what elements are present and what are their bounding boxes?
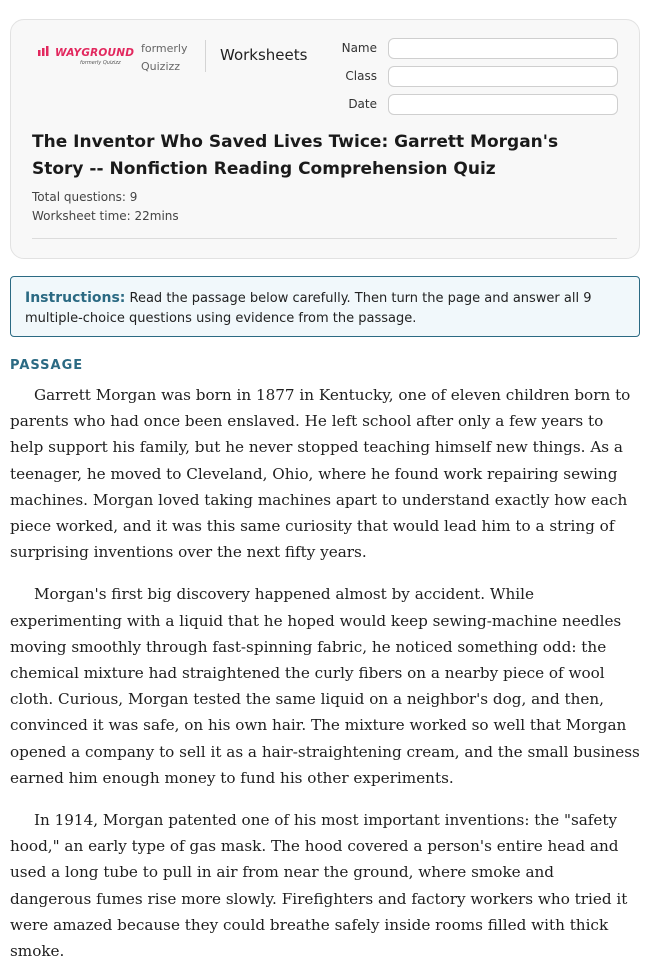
formerly-quizizz-label: formerly Quizizz (141, 42, 188, 73)
logo-subtext: formerly Quizizz (80, 60, 121, 66)
instructions-text: Read the passage below carefully. Then turn the page and answer all 9 multiple-choice questions using evidence from the passage. (25, 291, 592, 326)
class-field[interactable] (388, 66, 618, 87)
logo-bars-icon (38, 46, 52, 59)
instructions-label: Instructions: (25, 290, 126, 306)
header-bottom-divider (32, 238, 617, 239)
date-label: Date (348, 97, 377, 111)
passage-heading: PASSAGE (10, 358, 84, 373)
section-label: Worksheets (220, 46, 308, 64)
name-field[interactable] (388, 38, 618, 59)
passage-paragraph: Morgan's first big discovery happened almost by accident. While experimenting with a liquid that he hoped would keep sewing-machine needles moving smoothly through fast-spinning fabric, he noticed something odd: the chemical mixture had straightened the curly fibers on a nearby piece of wool cloth. Curious, Morgan tested the same liquid on a neighbor's dog, and then, convinced it was safe, on his own hair. The mixture worked so well that Morgan opened a company to sell it as a hair-straightening cream, and the small business earned him enough money to fund his other experiments. (10, 585, 640, 787)
total-questions: Total questions: 9 (32, 190, 138, 204)
date-field[interactable] (388, 94, 618, 115)
passage-paragraph: Garrett Morgan was born in 1877 in Kentucky, one of eleven children born to parents who had once been enslaved. He left school after only a few years to help support his family, but he never stopped teaching himself new things. As a teenager, he moved to Cleveland, Ohio, where he found work repairing sewing machines. Morgan loved taking machines apart to understand exactly how each piece worked, and it was this same curiosity that would lead him to a string of surprising inventions over the next fifty years. (10, 386, 631, 562)
brand-logo (38, 46, 135, 72)
worksheet-title: The Inventor Who Saved Lives Twice: Garrett Morgan's Story -- Nonfiction Reading Comprehension Quiz (32, 132, 559, 179)
instructions-box (10, 276, 640, 337)
worksheet-header (10, 19, 640, 259)
passage-paragraph: In 1914, Morgan patented one of his most important inventions: the "safety hood," an early type of gas mask. The hood covered a person's entire head and used a long tube to pull in air from near the ground, where smoke and dangerous fumes rise more slowly. Firefighters and factory workers who tried it were amazed because they could breathe safely inside rooms filled with thick smoke. (10, 811, 628, 961)
class-label: Class (345, 69, 377, 83)
worksheet-time: Worksheet time: 22mins (32, 209, 179, 223)
header-divider (205, 40, 206, 72)
passage-body (10, 382, 640, 980)
logo-text: WAYGROUND (55, 47, 135, 59)
name-label: Name (341, 41, 377, 55)
